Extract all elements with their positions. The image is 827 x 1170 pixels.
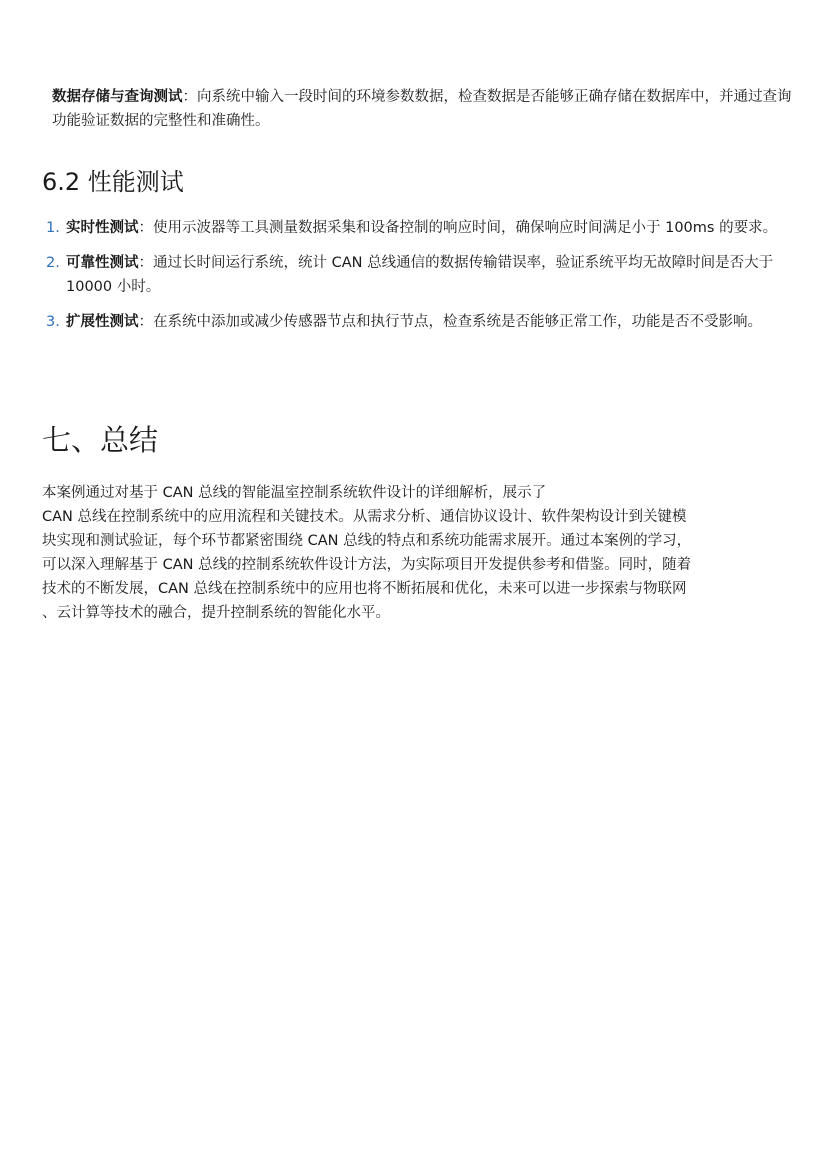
performance-test-list: [42, 216, 812, 345]
list-item-number: 2.: [46, 255, 60, 271]
summary-line: 块实现和测试验证，每个环节都紧密围绕 CAN 总线的特点和系统功能需求展开。通过本案例的学习，: [42, 533, 692, 549]
storage-query-test-paragraph: [52, 85, 802, 133]
label-separator: ：: [182, 89, 197, 105]
summary-line: 本案例通过对基于 CAN 总线的智能温室控制系统软件设计的详细解析，展示了: [42, 485, 547, 501]
list-item-number: 3.: [46, 314, 60, 330]
summary-line: 可以深入理解基于 CAN 总线的控制系统软件设计方法，为实际项目开发提供参考和借鉴。同时，随着: [42, 557, 692, 573]
list-item-label: 可靠性测试: [66, 255, 139, 271]
label-separator: ：: [138, 255, 153, 271]
label-separator: ：: [138, 220, 153, 236]
list-item: [42, 216, 812, 240]
section-7-heading: 七、总结: [42, 423, 159, 457]
label-separator: ：: [138, 314, 153, 330]
list-item: [42, 251, 812, 299]
list-item-label: 扩展性测试: [66, 314, 139, 330]
summary-line: 技术的不断发展，CAN 总线在控制系统中的应用也将不断拓展和优化，未来可以进一步探索与物联网: [42, 581, 687, 597]
list-item-text: 通过长时间运行系统，统计 CAN 总线通信的数据传输错误率，验证系统平均无故障时间是否大于 10000 小时。: [66, 255, 774, 295]
list-item-label: 实时性测试: [66, 220, 139, 236]
section-6-2-heading: 6.2 性能测试: [42, 168, 184, 196]
list-item-number: 1.: [46, 220, 60, 236]
summary-line: CAN 总线在控制系统中的应用流程和关键技术。从需求分析、通信协议设计、软件架构设计到关键模: [42, 509, 687, 525]
summary-paragraph: [42, 481, 802, 625]
summary-line: 、云计算等技术的融合，提升控制系统的智能化水平。: [42, 605, 390, 621]
storage-query-test-label: 数据存储与查询测试: [52, 89, 183, 105]
list-item-text: 使用示波器等工具测量数据采集和设备控制的响应时间，确保响应时间满足小于 100ms 的要求。: [153, 220, 778, 236]
storage-query-test-text: 向系统中输入一段时间的环境参数数据，检查数据是否能够正确存储在数据库中，并通过查询功能验证数据的完整性和准确性。: [52, 89, 792, 129]
list-item-text: 在系统中添加或减少传感器节点和执行节点，检查系统是否能够正常工作，功能是否不受影响。: [153, 314, 762, 330]
list-item: [42, 310, 812, 334]
